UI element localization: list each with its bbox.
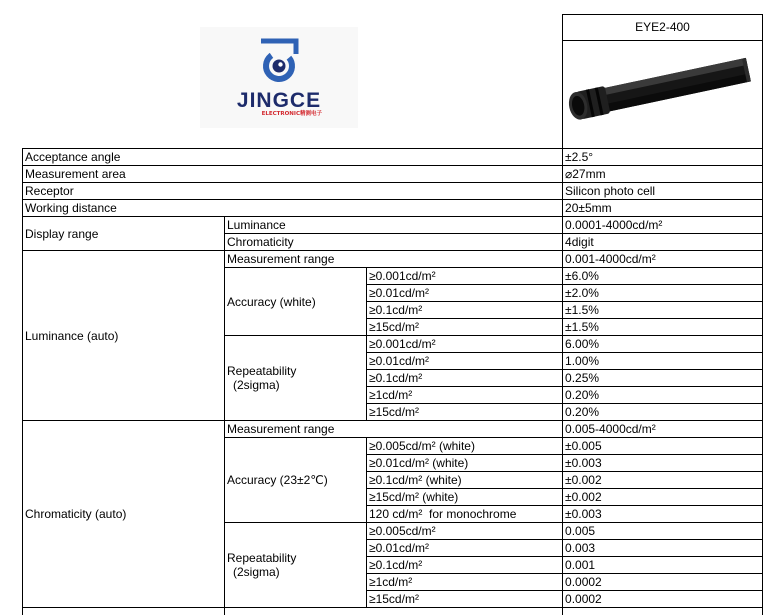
table-row <box>23 421 763 438</box>
luminance-accuracy-condition: ≥0.01cd/m² <box>367 285 563 302</box>
luminance-repeatability-condition: ≥0.1cd/m² <box>367 370 563 387</box>
acceptance-angle-value: ±2.5° <box>563 149 763 166</box>
company-logo <box>200 27 358 128</box>
display-range-chromaticity-label: Chromaticity <box>225 234 563 251</box>
luminance-accuracy-condition: ≥0.001cd/m² <box>367 268 563 285</box>
probe-photo-icon <box>563 41 762 148</box>
jingce-logo-mark-icon <box>261 41 298 84</box>
luminance-repeatability-condition: ≥0.001cd/m² <box>367 336 563 353</box>
chromaticity-accuracy-condition: ≥0.01cd/m² (white) <box>367 455 563 472</box>
repeatability-title: Repeatability <box>227 364 297 378</box>
luminance-accuracy-condition: ≥15cd/m² <box>367 319 563 336</box>
luminance-auto-label: Luminance (auto) <box>23 251 225 421</box>
chromaticity-auto-label: Chromaticity (auto) <box>23 421 225 608</box>
chromaticity-repeatability-condition: ≥0.1cd/m² <box>367 557 563 574</box>
chromaticity-accuracy-condition: ≥0.1cd/m² (white) <box>367 472 563 489</box>
repeatability-subtitle: (2sigma) <box>233 378 280 392</box>
luminance-repeatability-condition: ≥0.01cd/m² <box>367 353 563 370</box>
table-row-cut-off <box>23 608 763 615</box>
logo-graphic <box>200 27 358 128</box>
table-row <box>23 183 763 200</box>
logo-highlight-shape <box>278 62 282 66</box>
luminance-repeatability-value: 0.20% <box>563 404 763 421</box>
cut-off-cell <box>225 608 563 615</box>
luminance-measurement-range-value: 0.001-4000cd/m² <box>563 251 763 268</box>
display-range-label: Display range <box>23 217 225 251</box>
table-row <box>23 200 763 217</box>
specification-table <box>22 148 763 615</box>
luminance-measurement-range-label: Measurement range <box>225 251 563 268</box>
chromaticity-repeatability-value: 0.001 <box>563 557 763 574</box>
table-row <box>23 251 763 268</box>
luminance-accuracy-value: ±1.5% <box>563 319 763 336</box>
luminance-repeatability-value: 1.00% <box>563 353 763 370</box>
luminance-accuracy-value: ±2.0% <box>563 285 763 302</box>
chromaticity-accuracy-condition: ≥15cd/m² (white) <box>367 489 563 506</box>
brand-wordmark: JINGCE <box>236 89 322 112</box>
chromaticity-repeatability-condition: ≥0.01cd/m² <box>367 540 563 557</box>
luminance-repeatability-condition: ≥15cd/m² <box>367 404 563 421</box>
receptor-label: Receptor <box>23 183 563 200</box>
chromaticity-repeatability-value: 0.0002 <box>563 574 763 591</box>
display-range-chromaticity-value: 4digit <box>563 234 763 251</box>
chromaticity-repeatability-label <box>225 523 367 608</box>
chromaticity-measurement-range-label: Measurement range <box>225 421 563 438</box>
chromaticity-accuracy-condition: 120 cd/m² for monochrome <box>367 506 563 523</box>
working-distance-value: 20±5mm <box>563 200 763 217</box>
chromaticity-accuracy-value: ±0.003 <box>563 506 763 523</box>
acceptance-angle-label: Acceptance angle <box>23 149 563 166</box>
chromaticity-accuracy-label: Accuracy (23±2℃) <box>225 438 367 523</box>
product-photo-cell <box>562 41 763 148</box>
cut-off-cell <box>23 608 225 615</box>
chromaticity-accuracy-value: ±0.003 <box>563 455 763 472</box>
repeatability-title: Repeatability <box>227 551 297 565</box>
table-row <box>23 217 763 234</box>
measurement-area-label: Measurement area <box>23 166 563 183</box>
cut-off-cell <box>563 608 763 615</box>
chromaticity-repeatability-condition: ≥15cd/m² <box>367 591 563 608</box>
luminance-repeatability-label <box>225 336 367 421</box>
working-distance-label: Working distance <box>23 200 563 217</box>
brand-tagline: ELECTRONIC精测电子 <box>261 111 322 117</box>
chromaticity-repeatability-value: 0.005 <box>563 523 763 540</box>
chromaticity-repeatability-value: 0.003 <box>563 540 763 557</box>
chromaticity-accuracy-value: ±0.002 <box>563 472 763 489</box>
measurement-area-value: ⌀27mm <box>563 166 763 183</box>
logo-hook-shape <box>261 41 296 54</box>
luminance-accuracy-value: ±6.0% <box>563 268 763 285</box>
chromaticity-repeatability-condition: ≥0.005cd/m² <box>367 523 563 540</box>
table-row <box>23 166 763 183</box>
chromaticity-accuracy-value: ±0.002 <box>563 489 763 506</box>
luminance-repeatability-condition: ≥1cd/m² <box>367 387 563 404</box>
luminance-accuracy-condition: ≥0.1cd/m² <box>367 302 563 319</box>
chromaticity-measurement-range-value: 0.005-4000cd/m² <box>563 421 763 438</box>
chromaticity-accuracy-condition: ≥0.005cd/m² (white) <box>367 438 563 455</box>
luminance-accuracy-label: Accuracy (white) <box>225 268 367 336</box>
chromaticity-repeatability-value: 0.0002 <box>563 591 763 608</box>
luminance-repeatability-value: 0.25% <box>563 370 763 387</box>
receptor-value: Silicon photo cell <box>563 183 763 200</box>
luminance-repeatability-value: 0.20% <box>563 387 763 404</box>
chromaticity-repeatability-condition: ≥1cd/m² <box>367 574 563 591</box>
table-row <box>23 149 763 166</box>
luminance-accuracy-value: ±1.5% <box>563 302 763 319</box>
luminance-repeatability-value: 6.00% <box>563 336 763 353</box>
repeatability-subtitle: (2sigma) <box>233 565 280 579</box>
chromaticity-accuracy-value: ±0.005 <box>563 438 763 455</box>
display-range-luminance-value: 0.0001-4000cd/m² <box>563 217 763 234</box>
display-range-luminance-label: Luminance <box>225 217 563 234</box>
product-model-header: EYE2-400 <box>562 14 763 41</box>
